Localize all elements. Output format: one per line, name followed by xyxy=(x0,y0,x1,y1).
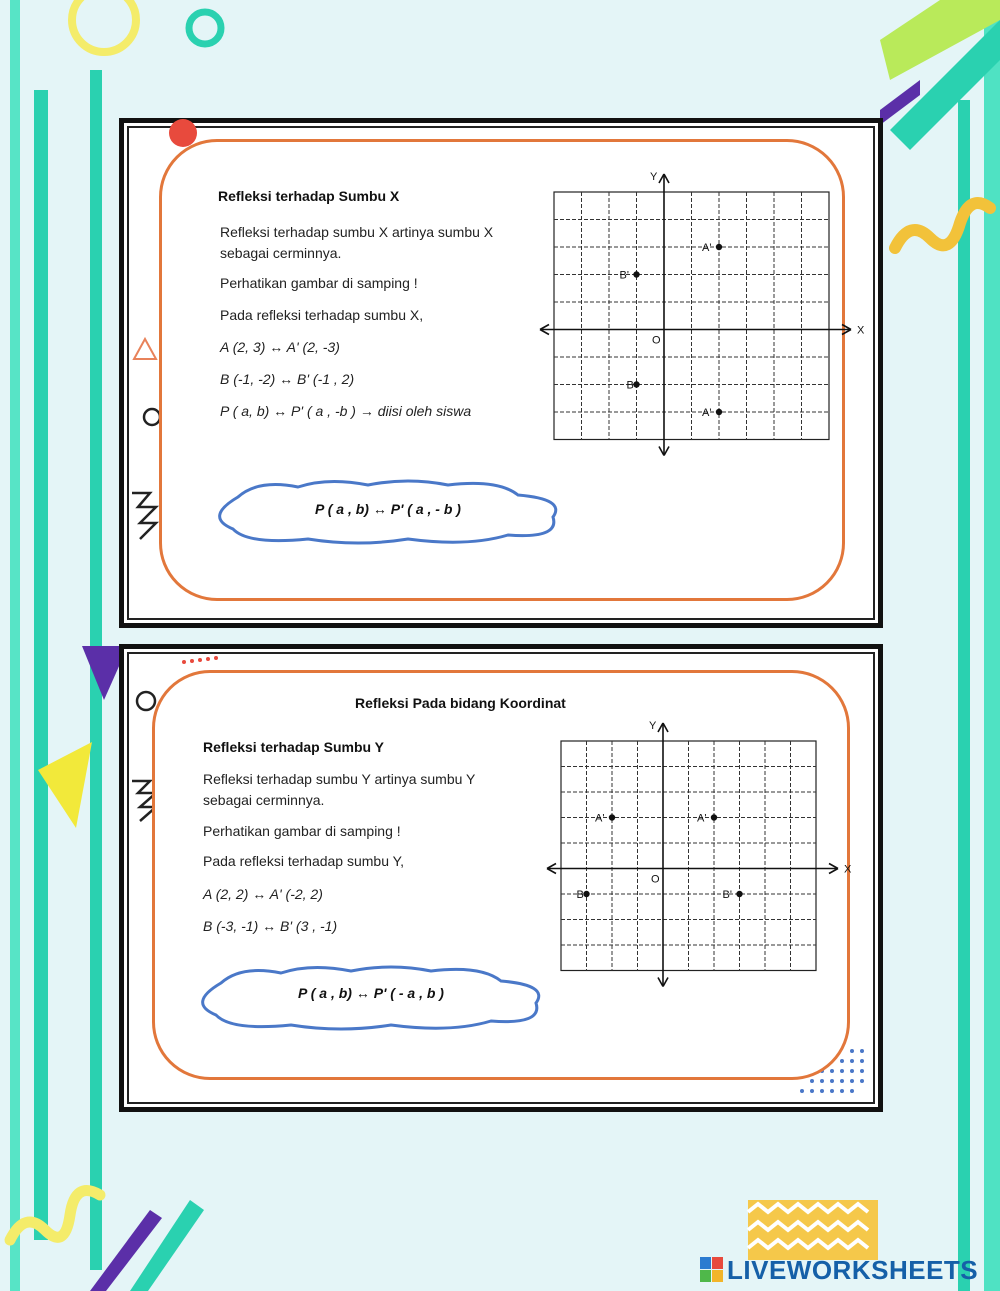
card-reflection-y-axis xyxy=(119,644,883,1112)
point-label: B' xyxy=(722,889,732,901)
zigzag-outline-decoration xyxy=(130,487,160,547)
point-marker xyxy=(736,891,742,897)
intro-text: Pada refleksi terhadap sumbu Y, xyxy=(203,853,405,869)
point-label: A' xyxy=(595,812,605,825)
point-label: A' xyxy=(702,407,712,419)
page-title: Refleksi Pada bidang Koordinat xyxy=(355,695,566,711)
point-marker xyxy=(716,244,722,250)
origin-label: O xyxy=(651,873,660,886)
point-marker xyxy=(609,814,615,820)
point-label: B xyxy=(626,379,634,392)
definition-paragraph: Refleksi terhadap sumbu Y artinya sumbu Y sebagai cerminnya. xyxy=(203,771,476,808)
content-frame xyxy=(152,670,850,1080)
section-heading: Refleksi terhadap Sumbu Y xyxy=(203,739,385,755)
card-reflection-x-axis xyxy=(119,118,883,628)
x-axis-label: X xyxy=(844,863,852,876)
liveworksheets-logo xyxy=(700,1256,978,1284)
point-marker xyxy=(633,271,639,277)
teal-ring-decoration xyxy=(183,6,227,50)
coordinate-graph xyxy=(534,152,865,462)
rule-text: P ( a , b) ↔ P' ( a , - b ) xyxy=(315,501,461,517)
notice-text: Perhatikan gambar di samping ! xyxy=(203,823,401,839)
example-line: B (-3, -1) ↔ B' (3 , -1) xyxy=(203,918,338,934)
intro-text: Pada refleksi terhadap sumbu X, xyxy=(220,307,424,323)
point-label: B xyxy=(576,889,584,901)
definition-paragraph: Refleksi terhadap sumbu X artinya sumbu X sebagai cerminnya. xyxy=(220,224,494,261)
rule-cloud xyxy=(208,477,568,552)
purple-stripe-bottom-decoration xyxy=(90,1190,210,1291)
origin-label: O xyxy=(652,334,661,347)
example-line: B (-1, -2) ↔ B' (-1 , 2) xyxy=(220,371,355,387)
example-line: P ( a, b) ↔ P' ( a , -b ) → diisi oleh siswa xyxy=(220,403,472,419)
point-marker xyxy=(716,409,722,415)
live-logo-icon xyxy=(700,1257,724,1283)
triangle-outline-decoration xyxy=(132,337,158,361)
y-axis-label: Y xyxy=(650,171,658,183)
x-axis-label: X xyxy=(857,324,865,337)
point-marker xyxy=(583,891,589,897)
orange-zigzag-pattern-decoration xyxy=(748,1200,878,1260)
yellow-zigzag-right-decoration xyxy=(890,168,1000,258)
point-label: A' xyxy=(702,242,712,254)
y-axis-label: Y xyxy=(649,720,657,732)
point-label: B' xyxy=(619,269,629,282)
red-dots-decoration xyxy=(180,653,224,667)
rule-text: P ( a , b) ↔ P' ( - a , b ) xyxy=(298,985,444,1001)
example-line: A (2, 3) ↔ A' (2, -3) xyxy=(220,339,340,355)
yellow-triangle-decoration xyxy=(36,740,96,830)
point-marker xyxy=(711,814,717,820)
content-frame xyxy=(159,139,865,601)
rule-cloud xyxy=(191,963,551,1038)
brand-name: LIVEWORKSHEETS xyxy=(727,1254,979,1285)
section-heading: Refleksi terhadap Sumbu X xyxy=(218,188,400,204)
point-label: A' xyxy=(697,812,707,825)
notice-text: Perhatikan gambar di samping ! xyxy=(220,275,418,291)
coordinate-graph xyxy=(543,699,852,967)
example-line: A (2, 2) ↔ A' (-2, 2) xyxy=(203,886,323,902)
point-marker xyxy=(633,381,639,387)
